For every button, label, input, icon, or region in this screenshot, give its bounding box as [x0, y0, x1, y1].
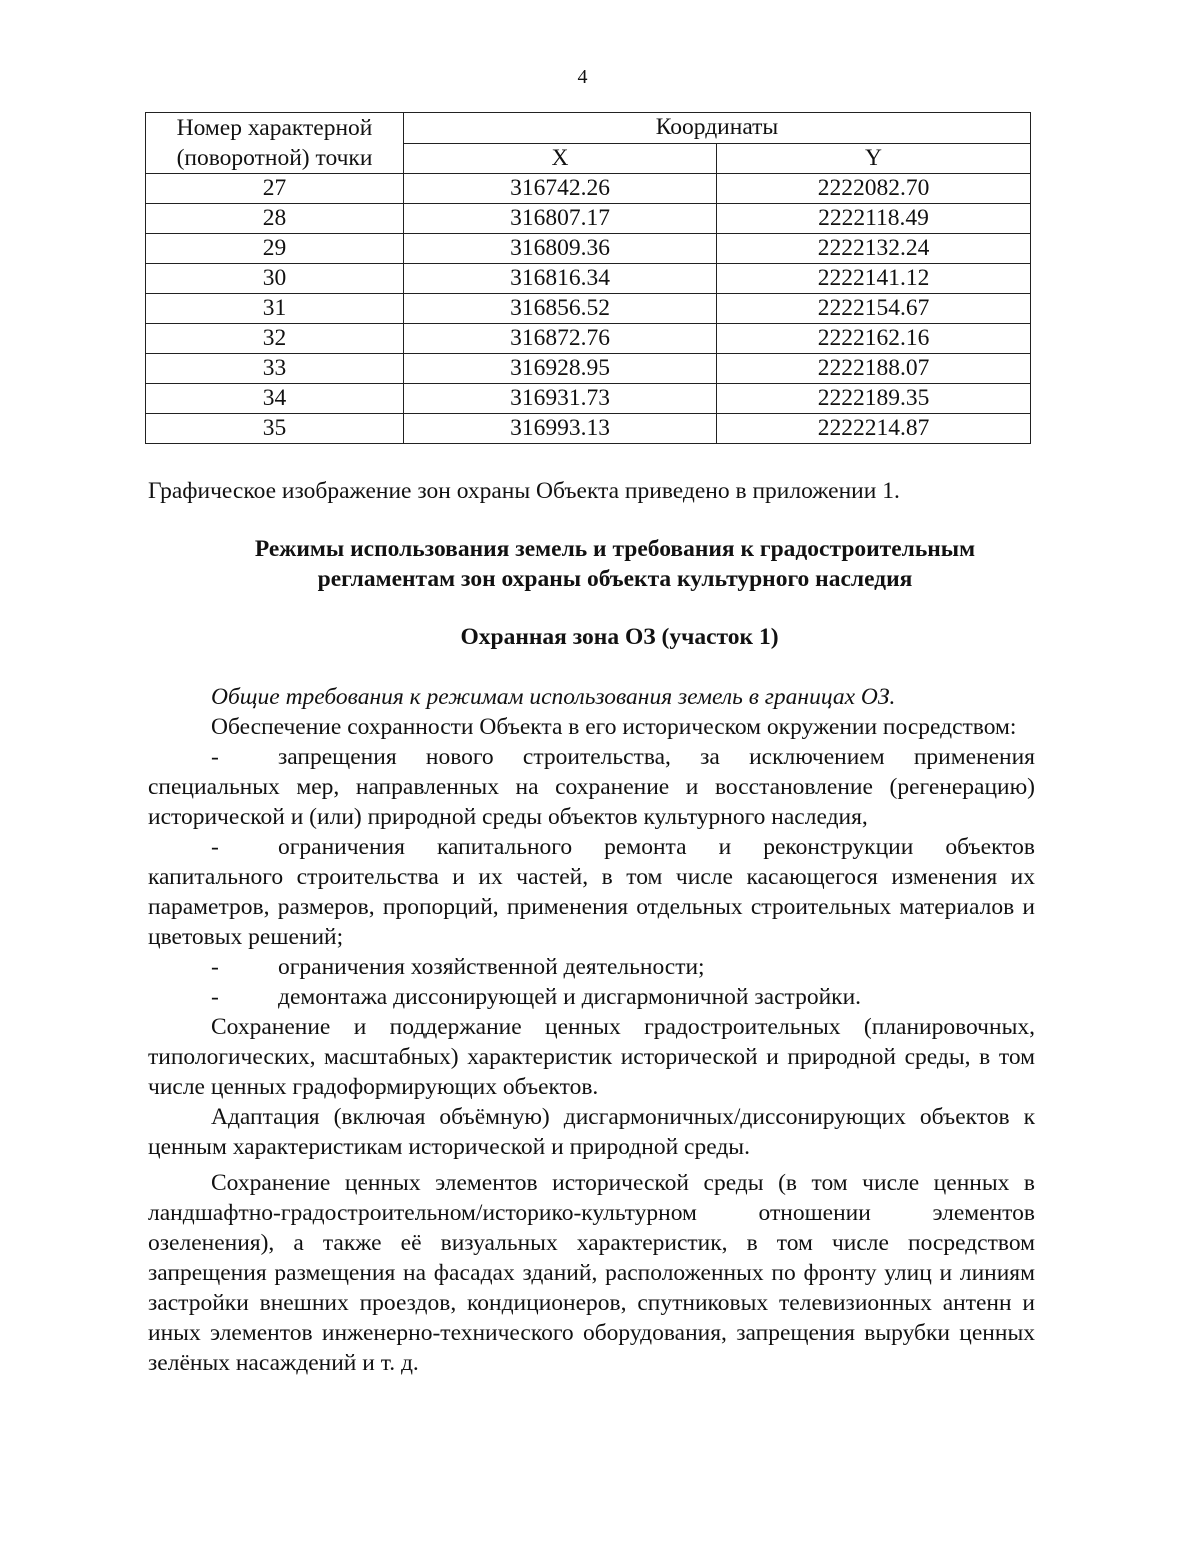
header-coordinates: Координаты [404, 113, 1031, 144]
cell-point: 27 [146, 174, 404, 204]
coordinates-table [145, 112, 1031, 444]
list-item [148, 982, 1035, 1012]
cell-y: 2222154.67 [717, 294, 1031, 324]
cell-point: 31 [146, 294, 404, 324]
list-item [148, 952, 1035, 982]
table-row [146, 354, 1031, 384]
paragraph-3: Адаптация (включая объёмную) дисгармоничных/диссонирующих объектов к ценным характеристикам исторической и природной среды. [148, 1104, 1035, 1160]
cell-point: 34 [146, 384, 404, 414]
list-marker: - [211, 954, 219, 980]
cell-y: 2222162.16 [717, 324, 1031, 354]
cell-x: 316993.13 [404, 414, 717, 444]
cell-y: 2222188.07 [717, 354, 1031, 384]
heading-zone: Охранная зона ОЗ (участок 1) [460, 624, 779, 650]
cell-point: 35 [146, 414, 404, 444]
list-marker: - [211, 744, 219, 770]
cell-point: 28 [146, 204, 404, 234]
cell-y: 2222189.35 [717, 384, 1031, 414]
table-row [146, 384, 1031, 414]
cell-point: 32 [146, 324, 404, 354]
cell-x: 316816.34 [404, 264, 717, 294]
table-row [146, 414, 1031, 444]
list-item-text: демонтажа диссонирующей и дисгармоничной застройки. [278, 984, 862, 1010]
list-item-text: запрещения нового строительства, за исключением применения специальных мер, направленных на сохранение и восстановление (регенерацию) исторической и (или) природной среды объектов культурного наследия, [148, 744, 1035, 830]
cell-x: 316742.26 [404, 174, 717, 204]
paragraph-2: Сохранение и поддержание ценных градостроительных (планировочных, типологических, масштабных) характеристик исторической и природной среды, в том числе ценных градоформирующих объектов. [148, 1014, 1035, 1100]
cell-x: 316931.73 [404, 384, 717, 414]
paragraph-1: Обеспечение сохранности Объекта в его историческом окружении посредством: [211, 714, 1017, 740]
cell-point: 33 [146, 354, 404, 384]
requirements-list [148, 742, 1035, 1012]
table-row [146, 234, 1031, 264]
cell-y: 2222082.70 [717, 174, 1031, 204]
list-item [148, 832, 1035, 952]
page-number: 4 [577, 66, 588, 88]
list-marker: - [211, 984, 219, 1010]
table-row [146, 324, 1031, 354]
cell-y: 2222214.87 [717, 414, 1031, 444]
list-item-text: ограничения капитального ремонта и реконструкции объектов капитального строительства и их частей, в том числе касающегося изменения их параметров, размеров, пропорций, применения отдельных строительных материалов и цветовых решений; [148, 834, 1035, 950]
header-y: Y [717, 143, 1031, 174]
cell-x: 316809.36 [404, 234, 717, 264]
cell-point: 29 [146, 234, 404, 264]
list-item [148, 742, 1035, 832]
paragraph-4: Сохранение ценных элементов исторической среды (в том числе ценных в ландшафтно-градостроительном/историко-культурном отношении элементов озеленения), а также её визуальных характеристик, в том числе посредством запрещения размещения на фасадах зданий, расположенных по фронту улиц и линиям застройки внешних проездов, кондиционеров, спутниковых телевизионных антенн и иных элементов инженерно-технического оборудования, запрещения вырубки ценных зелёных насаждений и т. д. [148, 1170, 1035, 1376]
list-item-text: ограничения хозяйственной деятельности; [278, 954, 705, 980]
header-point-number: Номер характерной (поворотной) точки [146, 113, 404, 174]
cell-y: 2222141.12 [717, 264, 1031, 294]
subheading: Общие требования к режимам использования земель в границах ОЗ. [211, 684, 896, 710]
cell-x: 316807.17 [404, 204, 717, 234]
cell-point: 30 [146, 264, 404, 294]
table-row [146, 174, 1031, 204]
list-marker: - [211, 834, 219, 860]
cell-x: 316928.95 [404, 354, 717, 384]
cell-y: 2222132.24 [717, 234, 1031, 264]
cell-y: 2222118.49 [717, 204, 1031, 234]
table-row [146, 204, 1031, 234]
graphic-note: Графическое изображение зон охраны Объекта приведено в приложении 1. [148, 478, 900, 504]
cell-x: 316856.52 [404, 294, 717, 324]
table-row [146, 294, 1031, 324]
body-text [148, 682, 1035, 1378]
table-row [146, 264, 1031, 294]
cell-x: 316872.76 [404, 324, 717, 354]
heading-main: Режимы использования земель и требования к градостроительным регламентам зон охраны объекта культурного наследия [254, 536, 976, 592]
header-x: X [404, 143, 717, 174]
